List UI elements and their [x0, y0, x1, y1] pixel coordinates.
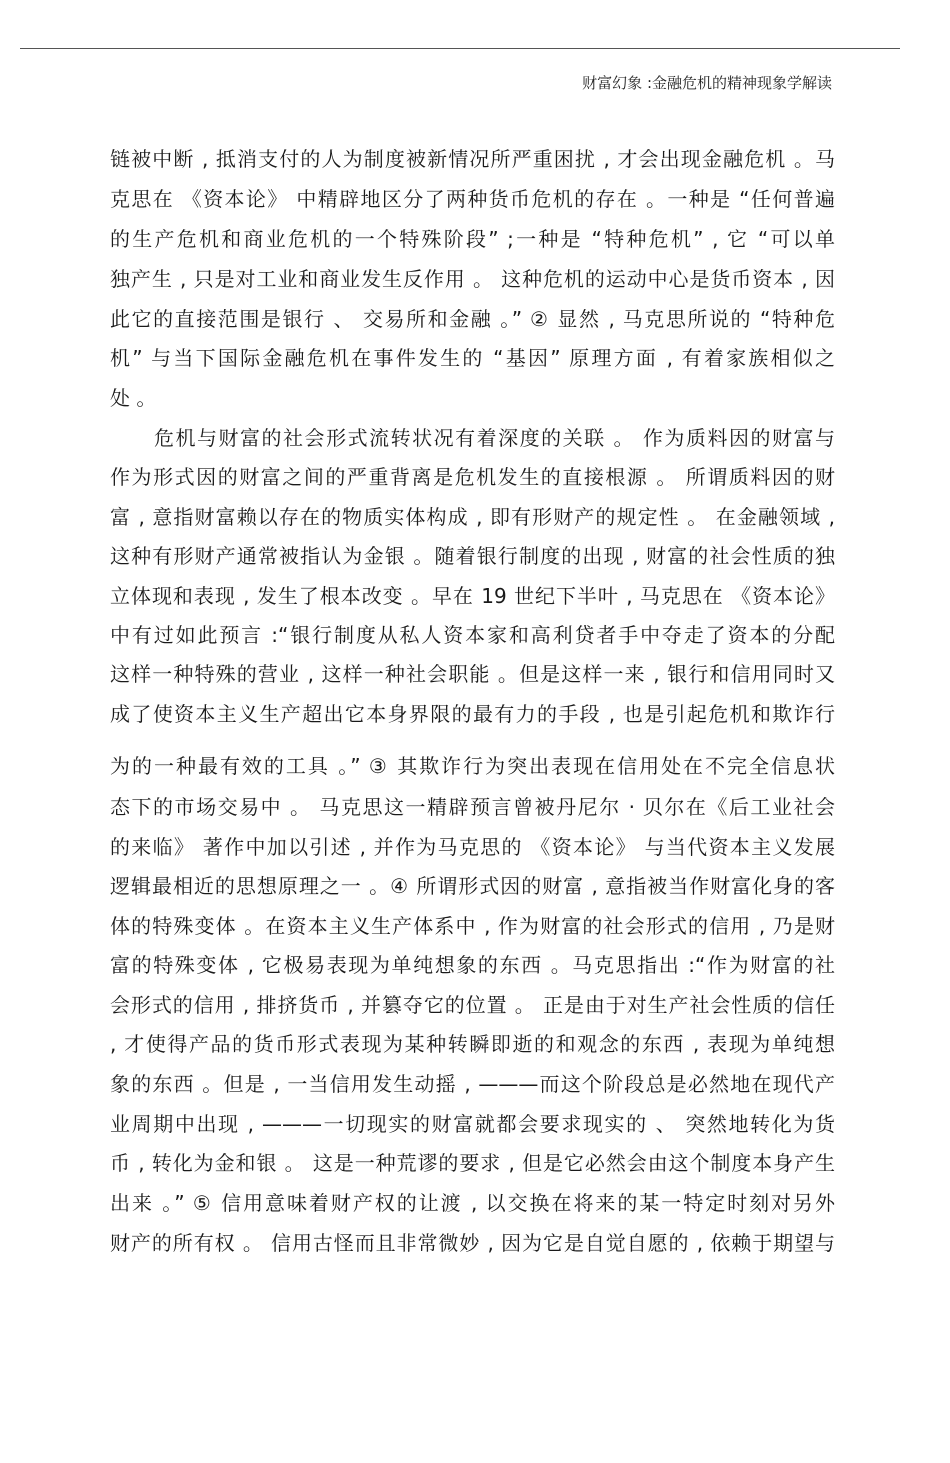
- text-line: 成了使资本主义生产超出它本身界限的最有力的手段 , 也是引起危机和欺诈行: [110, 702, 835, 726]
- text-line: 为的一种最有效的工具 。” ③ 其欺诈行为突出表现在信用处在不完全信息状: [110, 754, 835, 778]
- text-line: 象的东西 。但是 , 一当信用发生动摇 , ———而这个阶段总是必然地在现代产: [110, 1072, 835, 1096]
- text-line: 币 , 转化为金和银 。 这是一种荒谬的要求 , 但是它必然会由这个制度本身产生: [110, 1151, 835, 1175]
- paragraph-first-line: 危机与财富的社会形式流转状况有着深度的关联 。 作为质料因的财富与: [154, 426, 835, 450]
- text-line: 处 。: [110, 386, 157, 410]
- text-line: , 才使得产品的货币形式表现为某种转瞬即逝的和观念的东西 , 表现为单纯想: [110, 1032, 835, 1056]
- text-line: 业周期中出现 , ———一切现实的财富就都会要求现实的 、 突然地转化为货: [110, 1112, 835, 1136]
- text-line: 财产的所有权 。 信用古怪而且非常微妙 , 因为它是自觉自愿的 , 依赖于期望与: [110, 1231, 835, 1255]
- header-rule: [20, 48, 900, 49]
- text-line: 链被中断 , 抵消支付的人为制度被新情况所严重困扰 , 才会出现金融危机 。马: [110, 147, 835, 171]
- text-line: 这种有形财产通常被指认为金银 。随着银行制度的出现 , 财富的社会性质的独: [110, 544, 835, 568]
- text-line: 的来临》 著作中加以引述 , 并作为马克思的 《资本论》 与当代资本主义发展: [110, 835, 835, 859]
- text-line: 的生产危机和商业危机的一个特殊阶段” ;一种是 “特种危机” , 它 “可以单: [110, 227, 835, 251]
- text-line: 克思在 《资本论》 中精辟地区分了两种货币危机的存在 。一种是 “任何普遍: [110, 187, 835, 211]
- text-line: 机” 与当下国际金融危机在事件发生的 “基因” 原理方面 , 有着家族相似之: [110, 346, 835, 370]
- text-line: 独产生 , 只是对工业和商业发生反作用 。 这种危机的运动中心是货币资本 , 因: [110, 267, 835, 291]
- text-line: 会形式的信用 , 排挤货币 , 并篡夺它的位置 。 正是由于对生产社会性质的信任: [110, 993, 835, 1017]
- text-line: 中有过如此预言 :“银行制度从私人资本家和高利贷者手中夺走了资本的分配: [110, 623, 835, 647]
- text-line: 富 , 意指财富赖以存在的物质实体构成 , 即有形财产的规定性 。 在金融领域 ,: [110, 505, 835, 529]
- text-line: 富的特殊变体 , 它极易表现为单纯想象的东西 。马克思指出 :“作为财富的社: [110, 953, 835, 977]
- text-line: 作为形式因的财富之间的严重背离是危机发生的直接根源 。 所谓质料因的财: [110, 465, 835, 489]
- text-line: 这样一种特殊的营业 , 这样一种社会职能 。但是这样一来 , 银行和信用同时又: [110, 662, 835, 686]
- text-line: 逻辑最相近的思想原理之一 。④ 所谓形式因的财富 , 意指被当作财富化身的客: [110, 874, 835, 898]
- text-line: 体的特殊变体 。在资本主义生产体系中 , 作为财富的社会形式的信用 , 乃是财: [110, 914, 835, 938]
- text-line: 态下的市场交易中 。 马克思这一精辟预言曾被丹尼尔 · 贝尔在《后工业社会: [110, 795, 835, 819]
- running-header: 财富幻象 :金融危机的精神现象学解读: [582, 74, 832, 92]
- text-line: 立体现和表现 , 发生了根本改变 。早在 19 世纪下半叶 , 马克思在 《资本论》: [110, 584, 835, 608]
- text-line: 此它的直接范围是银行 、 交易所和金融 。” ② 显然 , 马克思所说的 “特种危: [110, 307, 835, 331]
- text-line: 出来 。” ⑤ 信用意味着财产权的让渡 , 以交换在将来的某一特定时刻对另外: [110, 1191, 835, 1215]
